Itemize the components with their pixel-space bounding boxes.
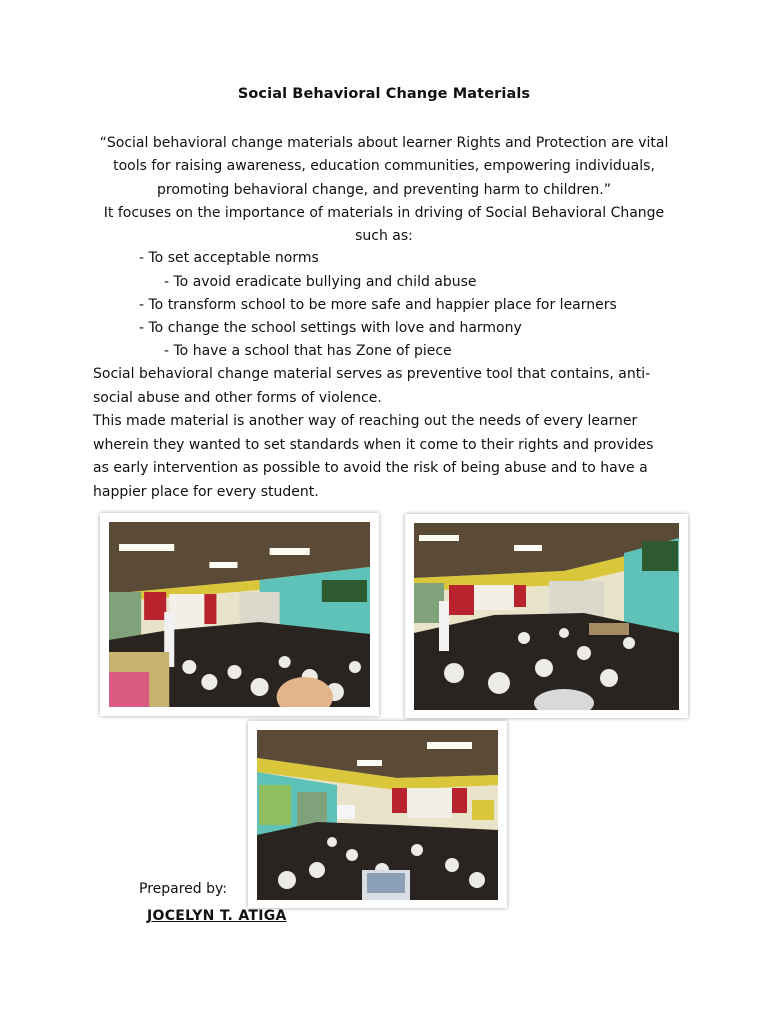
quote-line: It focuses on the importance of materials in driving of Social Behavioral Change: [103, 204, 665, 221]
classroom-photo-1: [109, 522, 370, 707]
bullet-item: - To transform school to be more safe and happier place for learners: [139, 297, 617, 313]
quote-line: promoting behavioral change, and preventing harm to children.”: [156, 181, 611, 198]
document-title: Social Behavioral Change Materials: [237, 86, 531, 102]
prepared-by-label: Prepared by:: [139, 881, 227, 897]
bullet-item: - To have a school that has Zone of piece: [164, 343, 452, 359]
author-name: JOCELYN T. ATIGA: [147, 908, 287, 924]
photo-frame-2: [405, 514, 688, 718]
quote-line: tools for raising awareness, education communities, empowering individuals,: [113, 158, 655, 175]
classroom-photo-3: [257, 730, 498, 900]
bullet-item: - To change the school settings with love and harmony: [139, 320, 522, 336]
quote-line: such as:: [355, 228, 413, 245]
paragraph-outreach: This made material is another way of reaching out the needs of every learner wherein they wanted to set standards when it come to their rights and provides as early intervention as possible to avoid the risk of being abuse and to have a happier place for every student.: [93, 413, 654, 500]
bullet-item: - To set acceptable norms: [139, 250, 319, 266]
paragraph-preventive: Social behavioral change material serves as preventive tool that contains, anti-social abuse and other forms of violence.: [93, 366, 651, 406]
bullet-item: - To avoid eradicate bullying and child abuse: [164, 274, 477, 290]
quote-line: “Social behavioral change materials about learner Rights and Protection are vital: [99, 135, 669, 151]
photo-frame-3: [248, 721, 507, 908]
photo-frame-1: [100, 513, 379, 716]
intro-quote: [90, 132, 678, 248]
classroom-photo-2: [414, 523, 679, 710]
